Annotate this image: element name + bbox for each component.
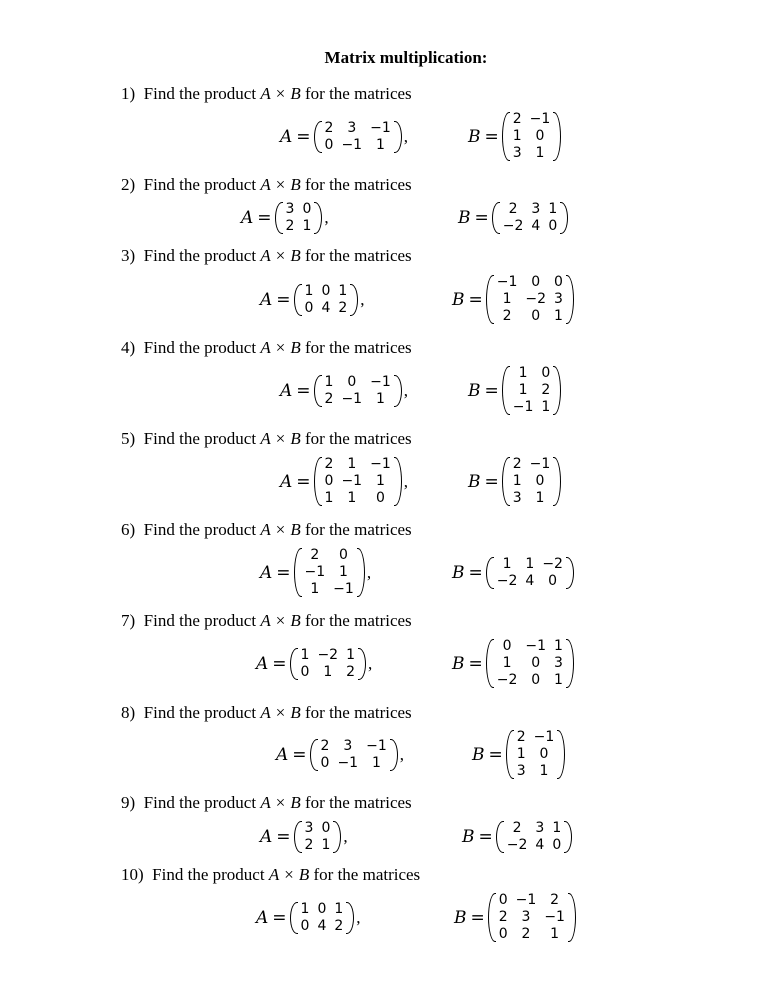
matrix-cell: 1: [323, 663, 333, 680]
matrix-cell: 1: [347, 456, 357, 472]
equals-sign: =: [292, 744, 307, 765]
matrix-cell: 0: [302, 201, 312, 217]
matrix-cell: −2: [502, 218, 524, 234]
matrix-B-equation: [452, 556, 574, 590]
equals-sign: =: [296, 380, 311, 401]
matrix-cell: 1: [338, 282, 348, 299]
matrix-cell: 1: [539, 763, 549, 779]
equals-sign: =: [276, 562, 291, 583]
matrix-cell: 1: [512, 128, 522, 144]
problem-number: 8): [121, 703, 136, 722]
equals-sign: =: [468, 562, 483, 583]
matrix-cell: −1: [533, 729, 555, 745]
matrix-cell: 1: [375, 136, 385, 153]
matrix-cell: 0: [324, 473, 334, 489]
matrix-label: B: [472, 744, 485, 765]
matrix-A-equation: A = 3 0 2 1 ,: [241, 201, 329, 234]
matrix-cell: 0: [531, 274, 541, 290]
matrix-label: A: [256, 653, 269, 674]
matrix-label: A: [260, 827, 273, 847]
problem-statement: [121, 84, 412, 104]
prompt-suffix: for the matrices: [305, 175, 412, 194]
matrix-cell: 2: [516, 729, 526, 745]
prompt-prefix: Find the product: [143, 611, 257, 630]
matrix-A: [310, 738, 398, 772]
matrix-cell: 1: [339, 564, 348, 580]
matrix-cell: 0: [321, 820, 331, 836]
matrix-cell: 2: [512, 111, 522, 127]
matrix-B-equation: [452, 274, 574, 325]
matrix-A: [314, 456, 402, 507]
matrix-cell: 1: [518, 365, 528, 381]
problem-number: 3): [121, 246, 136, 265]
matrix-cell: 2: [498, 909, 508, 925]
matrix-cell: 2: [324, 456, 334, 472]
matrix-cell: 3: [531, 201, 541, 217]
matrix-cell: 0: [548, 218, 558, 234]
matrix-cell: 0: [300, 663, 310, 680]
problem-statement: [121, 175, 412, 195]
prompt-prefix: Find the product: [143, 520, 257, 539]
matrix-cell: 1: [512, 473, 522, 489]
matrix-cell: 1: [371, 754, 381, 771]
equals-sign: =: [488, 744, 503, 765]
matrix-cell: 1: [334, 900, 344, 917]
matrix-A-equation: A = 1 0 1 0 4 2 ,: [256, 900, 361, 934]
matrix-A: [294, 283, 359, 317]
matrix-cell: 1: [502, 291, 512, 307]
matrix-cell: −1: [370, 119, 391, 136]
prompt-suffix: for the matrices: [305, 520, 412, 539]
prompt-expression: A × B: [260, 338, 301, 357]
equals-sign: =: [474, 208, 489, 228]
equals-sign: =: [272, 653, 287, 674]
matrix-cell: −1: [370, 456, 391, 472]
prompt-expression: A × B: [260, 520, 301, 539]
problem-statement: [121, 865, 420, 885]
matrix-cell: 0: [541, 365, 551, 381]
matrix-cell: −1: [337, 754, 359, 771]
matrix-cell: 0: [320, 754, 330, 771]
matrix-cell: 0: [339, 547, 348, 563]
matrix-cell: 4: [321, 299, 331, 316]
matrix-cell: −2: [496, 572, 518, 589]
matrix-cell: −1: [333, 581, 354, 597]
matrix-cell: 0: [539, 746, 549, 762]
matrix-cell: −1: [341, 390, 363, 407]
matrix-B: [486, 274, 574, 325]
matrix-cell: −2: [542, 555, 563, 572]
equals-sign: =: [470, 907, 485, 928]
prompt-prefix: Find the product: [143, 338, 257, 357]
matrix-cell: 1: [347, 490, 357, 506]
matrix-B-equation: [472, 729, 565, 780]
matrix-cell: 2: [304, 837, 314, 853]
matrix-cell: 0: [498, 892, 508, 908]
prompt-suffix: for the matrices: [313, 865, 421, 884]
matrix-cell: 1: [346, 646, 356, 663]
matrix-B-equation: [462, 820, 572, 854]
matrix-cell: 3: [343, 737, 353, 754]
prompt-prefix: Find the product: [143, 793, 257, 812]
problem-statement: [121, 703, 412, 723]
matrix-A: [294, 820, 342, 854]
matrix-label: B: [452, 653, 465, 674]
matrix-cell: 1: [324, 490, 334, 506]
problem-number: 10): [121, 865, 144, 884]
matrix-cell: 1: [554, 638, 563, 654]
matrix-cell: −2: [317, 646, 339, 663]
matrix-cell: 0: [498, 926, 508, 942]
matrix-label: B: [462, 827, 475, 847]
matrix-B-equation: [452, 638, 574, 689]
matrix-label: B: [452, 562, 465, 583]
matrix-cell: 1: [535, 490, 545, 506]
matrix-A: [290, 647, 366, 681]
problem-number: 7): [121, 611, 136, 630]
matrix-cell: 1: [304, 282, 314, 299]
prompt-suffix: for the matrices: [305, 338, 412, 357]
matrix-label: A: [260, 289, 273, 310]
matrix-cell: 0: [548, 572, 558, 589]
prompt-expression: A × B: [260, 793, 301, 812]
prompt-prefix: Find the product: [143, 84, 257, 103]
matrix-cell: 2: [512, 456, 522, 472]
matrix-B-equation: [468, 456, 561, 507]
problem-statement: [121, 246, 412, 266]
prompt-suffix: for the matrices: [305, 246, 412, 265]
matrix-A-equation: A = 1 0 1 0 4 2 ,: [260, 282, 365, 316]
matrix-cell: 3: [285, 201, 295, 217]
matrix-cell: 1: [548, 201, 558, 217]
matrix-cell: −1: [366, 737, 387, 754]
equals-sign: =: [484, 126, 499, 147]
matrix-cell: 0: [535, 473, 545, 489]
matrix-B-equation: [454, 892, 576, 943]
matrix-label: A: [260, 562, 273, 583]
matrix-cell: 2: [324, 390, 334, 407]
prompt-suffix: for the matrices: [305, 429, 412, 448]
matrix-cell: 2: [310, 547, 320, 563]
matrix-cell: 3: [521, 909, 531, 925]
equals-sign: =: [484, 471, 499, 492]
matrix-cell: 2: [285, 218, 295, 234]
prompt-prefix: Find the product: [143, 175, 257, 194]
matrix-cell: −2: [525, 291, 547, 307]
matrix-A: [314, 374, 402, 408]
problem-statement: [121, 429, 412, 449]
matrix-B: [486, 638, 574, 689]
matrix-cell: −2: [506, 837, 528, 853]
matrix-cell: 1: [516, 746, 526, 762]
matrix-cell: 2: [338, 299, 348, 316]
matrix-cell: 1: [310, 581, 320, 597]
matrix-cell: 1: [541, 399, 551, 415]
matrix-cell: 0: [531, 655, 541, 671]
matrix-cell: −2: [496, 672, 518, 688]
matrix-cell: 2: [550, 892, 560, 908]
equals-sign: =: [276, 289, 291, 310]
matrix-A-equation: A = 2 0 −1 1 1 −1 ,: [260, 547, 372, 597]
matrix-cell: −1: [544, 909, 565, 925]
equals-sign: =: [272, 907, 287, 928]
prompt-suffix: for the matrices: [305, 84, 412, 103]
matrix-cell: 3: [512, 490, 522, 506]
matrix-label: B: [452, 289, 465, 310]
equals-sign: =: [257, 208, 272, 228]
prompt-expression: A × B: [260, 246, 301, 265]
matrix-cell: −1: [304, 564, 326, 580]
matrix-cell: 2: [320, 737, 330, 754]
equals-sign: =: [296, 126, 311, 147]
matrix-cell: −1: [496, 274, 518, 290]
matrix-cell: 0: [317, 900, 327, 917]
prompt-expression: A × B: [260, 611, 301, 630]
matrix-B: [496, 820, 572, 854]
matrix-B-equation: [468, 365, 561, 416]
matrix-cell: 1: [502, 555, 512, 572]
matrix-cell: −1: [341, 136, 363, 153]
problem-statement: [121, 520, 412, 540]
matrix-cell: 3: [554, 655, 563, 671]
matrix-label: A: [256, 907, 269, 928]
matrix-cell: 0: [375, 490, 385, 506]
problem-number: 2): [121, 175, 136, 194]
prompt-suffix: for the matrices: [305, 611, 412, 630]
prompt-expression: A × B: [260, 84, 301, 103]
matrix-A: [290, 901, 355, 935]
matrix-cell: 3: [512, 145, 522, 161]
matrix-label: A: [241, 208, 254, 228]
matrix-cell: 3: [304, 820, 314, 836]
matrix-label: A: [280, 471, 293, 492]
problem-statement: [121, 793, 412, 813]
matrix-cell: 4: [531, 218, 541, 234]
matrix-label: A: [280, 126, 293, 147]
matrix-cell: 4: [535, 837, 545, 853]
matrix-cell: 2: [334, 917, 344, 934]
prompt-prefix: Find the product: [152, 865, 265, 884]
matrix-B-equation: [458, 201, 568, 235]
matrix-cell: 2: [541, 382, 551, 398]
problem-number: 4): [121, 338, 136, 357]
matrix-cell: 0: [347, 373, 357, 390]
page-title: Matrix multiplication:: [324, 48, 488, 67]
prompt-expression: A × B: [260, 429, 301, 448]
matrix-cell: 0: [554, 274, 563, 290]
equals-sign: =: [468, 289, 483, 310]
matrix-cell: −1: [515, 892, 537, 908]
matrix-B: [502, 456, 562, 507]
matrix-cell: 1: [535, 145, 545, 161]
matrix-cell: 0: [321, 282, 331, 299]
matrix-label: B: [468, 380, 481, 401]
matrix-A-equation: A = 1 0 −1 2 −1 1 ,: [280, 373, 408, 407]
matrix-cell: 2: [502, 308, 512, 324]
problem-statement: [121, 611, 412, 631]
matrix-A-equation: A = 3 0 2 1 ,: [260, 820, 348, 853]
matrix-label: B: [468, 471, 481, 492]
matrix-A-equation: A = 2 3 −1 0 −1 1 ,: [280, 119, 408, 153]
matrix-cell: 0: [535, 128, 545, 144]
matrix-cell: 0: [502, 638, 512, 654]
matrix-cell: 1: [502, 655, 512, 671]
matrix-label: B: [454, 907, 467, 928]
matrix-cell: 1: [525, 555, 535, 572]
matrix-cell: −1: [529, 111, 551, 127]
matrix-cell: 1: [554, 672, 563, 688]
matrix-cell: 0: [531, 672, 541, 688]
problem-number: 1): [121, 84, 136, 103]
matrix-cell: 1: [518, 382, 528, 398]
matrix-B: [492, 201, 568, 235]
problem-number: 9): [121, 793, 136, 812]
matrix-cell: 3: [535, 820, 545, 836]
matrix-cell: 1: [375, 390, 385, 407]
matrix-A: [294, 547, 365, 598]
prompt-suffix: for the matrices: [305, 703, 412, 722]
equals-sign: =: [276, 827, 291, 847]
prompt-suffix: for the matrices: [305, 793, 412, 812]
matrix-cell: 1: [300, 646, 310, 663]
matrix-label: A: [280, 380, 293, 401]
equals-sign: =: [296, 471, 311, 492]
prompt-expression: A × B: [260, 175, 301, 194]
matrix-A: [314, 120, 402, 154]
equals-sign: =: [484, 380, 499, 401]
matrix-cell: 2: [508, 201, 518, 217]
matrix-cell: 3: [347, 119, 357, 136]
matrix-cell: −1: [370, 373, 391, 390]
matrix-cell: 2: [512, 820, 522, 836]
matrix-cell: 0: [300, 917, 310, 934]
matrix-cell: 4: [317, 917, 327, 934]
matrix-cell: 0: [324, 136, 334, 153]
matrix-B: [486, 556, 574, 590]
prompt-prefix: Find the product: [143, 703, 257, 722]
prompt-expression: A × B: [268, 865, 310, 884]
matrix-cell: 1: [550, 926, 560, 942]
matrix-A-equation: A = 2 3 −1 0 −1 1 ,: [276, 737, 404, 771]
matrix-cell: −1: [512, 399, 534, 415]
matrix-cell: 2: [521, 926, 531, 942]
matrix-A-equation: A = 1 −2 1 0 1 2 ,: [256, 646, 373, 680]
matrix-cell: 0: [531, 308, 541, 324]
matrix-cell: 1: [300, 900, 310, 917]
prompt-prefix: Find the product: [143, 246, 257, 265]
matrix-B: [506, 729, 566, 780]
matrix-label: B: [458, 208, 471, 228]
prompt-prefix: Find the product: [143, 429, 257, 448]
matrix-cell: 1: [302, 218, 312, 234]
matrix-cell: 1: [324, 373, 334, 390]
equals-sign: =: [478, 827, 493, 847]
matrix-cell: 2: [346, 663, 356, 680]
equals-sign: =: [468, 653, 483, 674]
matrix-cell: 2: [324, 119, 334, 136]
problem-number: 6): [121, 520, 136, 539]
matrix-cell: 4: [525, 572, 535, 589]
matrix-A-equation: A = 2 1 −1 0 −1 1 1 1 0 ,: [280, 456, 408, 506]
matrix-cell: 1: [552, 820, 562, 836]
matrix-B: [502, 111, 562, 162]
matrix-label: B: [468, 126, 481, 147]
matrix-cell: 1: [321, 837, 331, 853]
matrix-cell: 1: [554, 308, 563, 324]
matrix-B: [502, 365, 562, 416]
matrix-cell: 3: [516, 763, 526, 779]
matrix-B: [488, 892, 576, 943]
matrix-A: [275, 201, 323, 235]
matrix-B-equation: [468, 111, 561, 162]
matrix-cell: −1: [529, 456, 551, 472]
matrix-cell: 3: [554, 291, 563, 307]
matrix-cell: 1: [375, 473, 385, 489]
matrix-cell: −1: [341, 473, 363, 489]
matrix-cell: 0: [552, 837, 562, 853]
matrix-label: A: [276, 744, 289, 765]
problem-statement: [121, 338, 412, 358]
matrix-cell: 0: [304, 299, 314, 316]
prompt-expression: A × B: [260, 703, 301, 722]
matrix-cell: −1: [525, 638, 547, 654]
problem-number: 5): [121, 429, 136, 448]
